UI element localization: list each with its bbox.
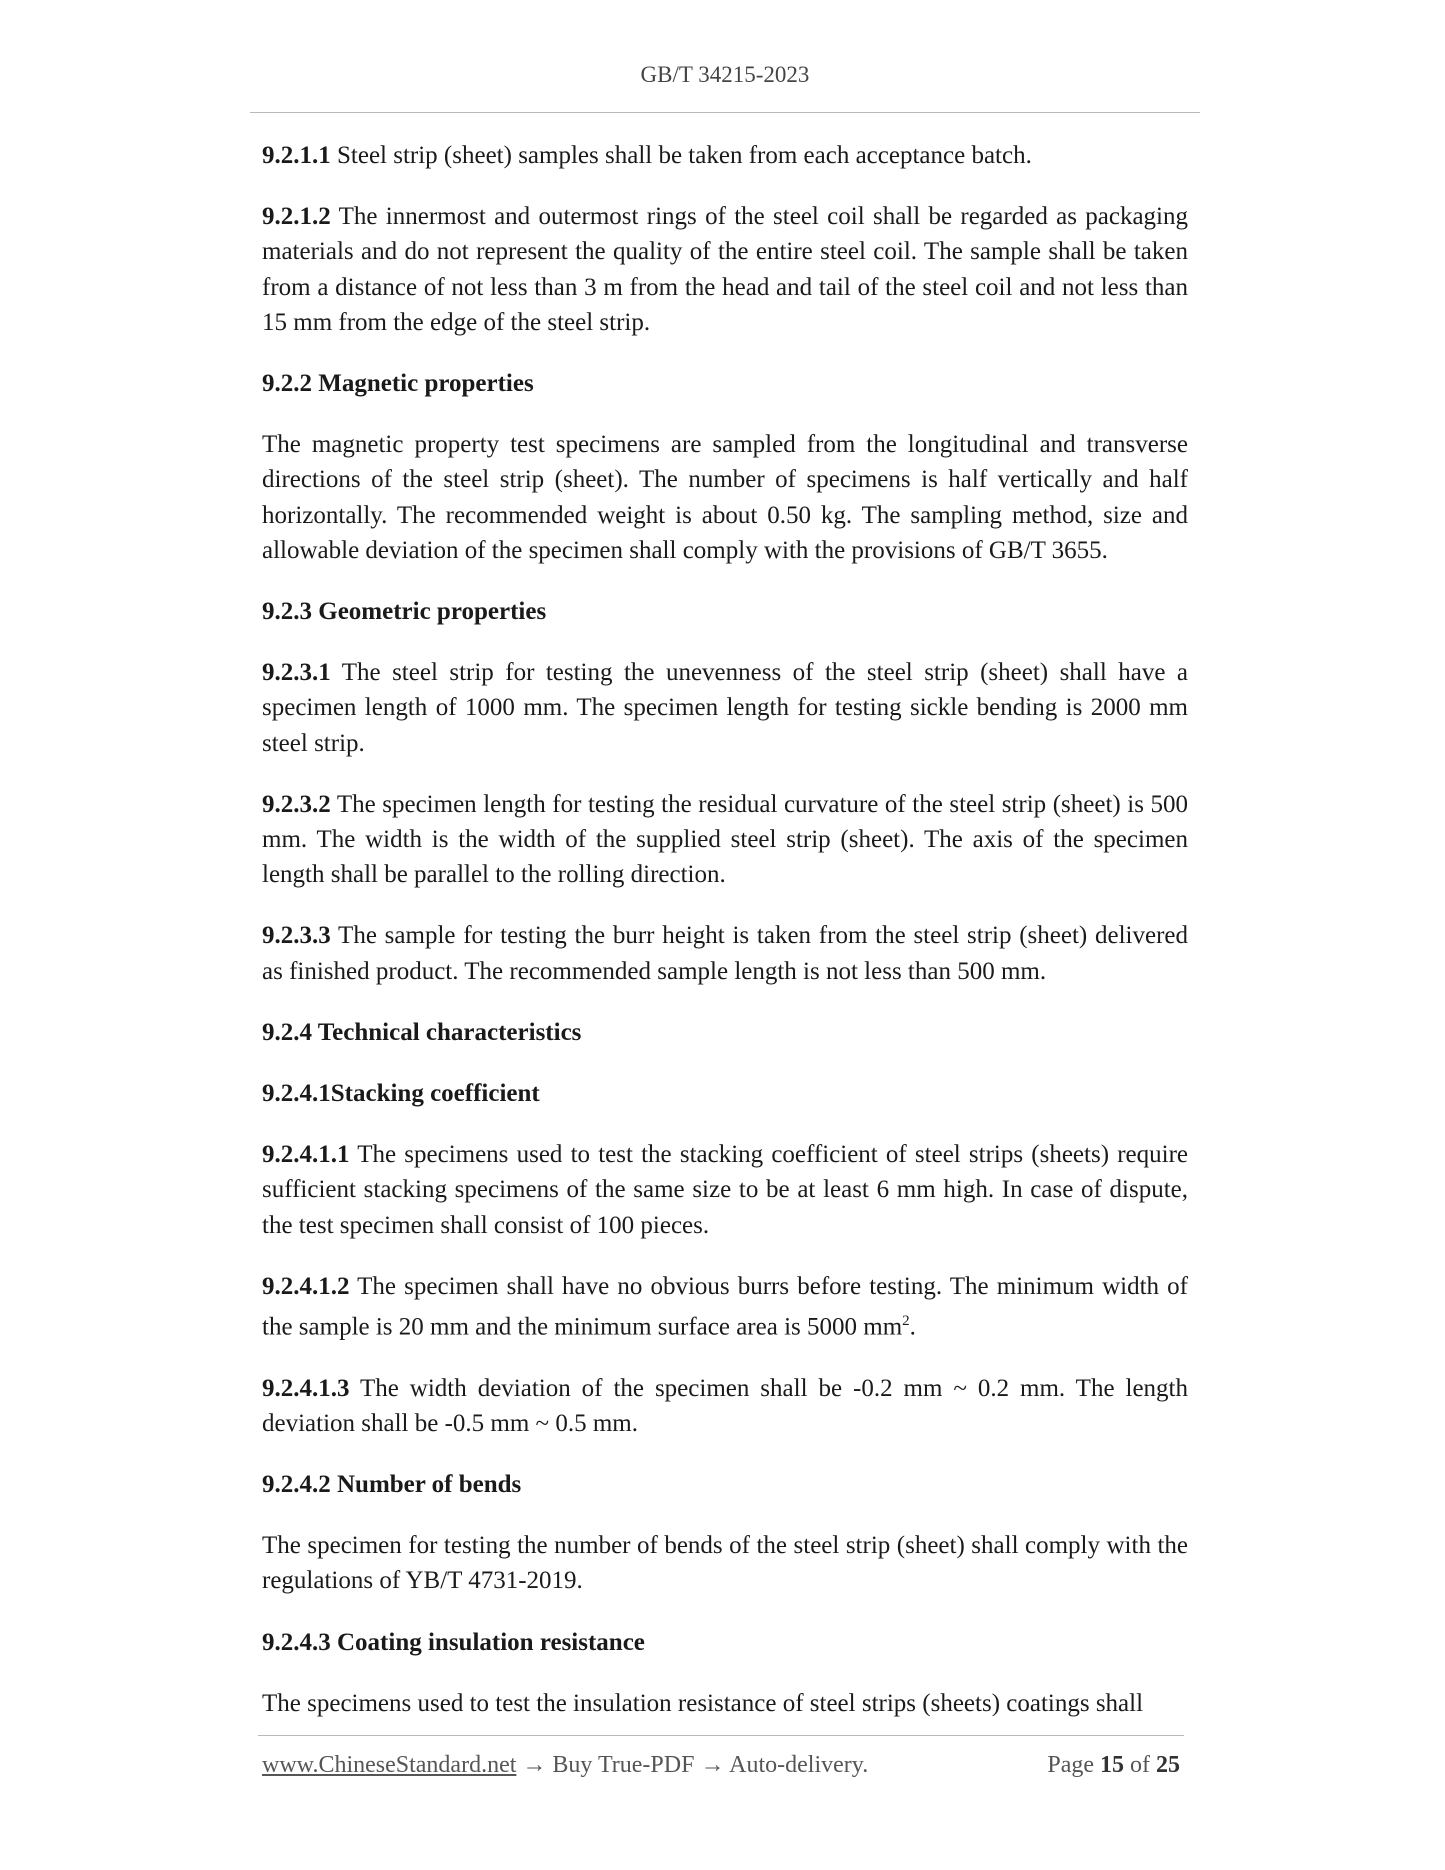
section-body-magnetic-properties: The magnetic property test specimens are sampled from the longitudinal and transverse directions of the steel strip (sheet). The number of specimens is half vertically and half horizontally. The recommended weight is about 0.50 kg. The sampling method, size and allowable deviation of the specimen shall comply with the provisions of GB/T 3655. [262,431,1188,564]
clause-number: 9.2.3.3 [262,922,331,950]
clause-text: The specimens used to test the stacking coefficient of steel strips (sheets) require sufficient stacking specimens of the same size to be at least 6 mm high. In case of dispute, the test specimen shall consist of 100 pieces. [262,1141,1188,1239]
header-divider [250,112,1200,113]
clause-9-2-3-1 [262,655,1188,761]
page-header [250,62,1200,88]
section-heading-coating-insulation-resistance: 9.2.4.3 Coating insulation resistance [262,1628,645,1656]
clause-text: The innermost and outermost rings of the steel coil shall be regarded as packaging materials and do not represent the quality of the entire steel coil. The sample shall be taken from a distance of not less than 3 m from the head and tail of the steel coil and not less than 15 mm from the edge of the steel strip. [262,203,1188,336]
doc-code: GB/T 34215-2023 [640,62,810,87]
section-heading-number-of-bends: 9.2.4.2 Number of bends [262,1471,522,1499]
delivery-label: Auto-delivery. [729,1752,869,1778]
clause-text: The specimen shall have no obvious burrs before testing. The minimum width of the sample is 20 mm and the minimum surface area is 5000 mm [262,1272,1188,1341]
clause-number: 9.2.3.1 [262,659,331,687]
clause-number: 9.2.4.1.2 [262,1272,350,1300]
page-total: 25 [1156,1752,1180,1778]
superscript: 2 [902,1313,910,1330]
clause-number: 9.2.4.1.3 [262,1374,350,1402]
clause-text: The specimen length for testing the residual curvature of the steel strip (sheet) is 500 mm. The width is the width of the supplied steel strip (sheet). The axis of the specimen length shall be parallel to the rolling direction. [262,790,1188,889]
clause-text: Steel strip (sheet) samples shall be taken from each acceptance batch. [330,142,1032,169]
clause-number: 9.2.4.1.1 [262,1141,350,1169]
clause-text: The sample for testing the burr height is taken from the steel strip (sheet) delivered as finished product. The recommended sample length is not less than 500 mm. [262,922,1188,985]
section-body-coating-insulation-resistance: The specimens used to test the insulation resistance of steel strips (sheets) coatings shall [262,1689,1144,1717]
section-heading-stacking-coefficient: 9.2.4.1Stacking coefficient [262,1080,540,1108]
section-heading-magnetic-properties: 9.2.2 Magnetic properties [262,370,534,398]
document-body [262,138,1188,1747]
page-footer [262,1752,1180,1779]
clause-9-2-3-2 [262,787,1188,893]
arrow-right-icon: → [700,1752,725,1778]
site-link[interactable]: www.ChineseStandard.net [262,1752,517,1778]
footer-divider [258,1735,1184,1736]
clause-9-2-4-1-2 [262,1269,1188,1345]
clause-text: The width deviation of the specimen shall be -0.2 mm ~ 0.2 mm. The length deviation shall be -0.5 mm ~ 0.5 mm. [262,1374,1188,1437]
buy-label: Buy True-PDF [552,1752,695,1778]
clause-9-2-4-1-1 [262,1137,1188,1243]
section-heading-geometric-properties: 9.2.3 Geometric properties [262,598,547,626]
section-heading-technical-characteristics: 9.2.4 Technical characteristics [262,1018,582,1046]
section-body-number-of-bends: The specimen for testing the number of bends of the steel strip (sheet) shall comply with the regulations of YB/T 4731-2019. [262,1532,1188,1595]
clause-number: 9.2.1.2 [262,203,331,231]
page-word: Page [1047,1752,1094,1778]
of-word: of [1130,1752,1150,1778]
clause-text: The steel strip for testing the unevenness of the steel strip (sheet) shall have a specimen length of 1000 mm. The specimen length for testing sickle bending is 2000 mm steel strip. [262,659,1188,757]
clause-9-2-4-1-3 [262,1371,1188,1441]
clause-tail: . [909,1313,916,1341]
clause-number: 9.2.1.1 [262,142,331,169]
clause-9-2-3-3 [262,918,1188,988]
page-current: 15 [1100,1752,1124,1778]
clause-number: 9.2.3.2 [262,790,331,818]
arrow-right-icon: → [522,1752,547,1778]
page-number [1047,1752,1180,1779]
clause-9-2-1-2 [262,199,1188,340]
footer-promo [262,1752,868,1779]
clause-9-2-1-1 [262,138,1188,173]
